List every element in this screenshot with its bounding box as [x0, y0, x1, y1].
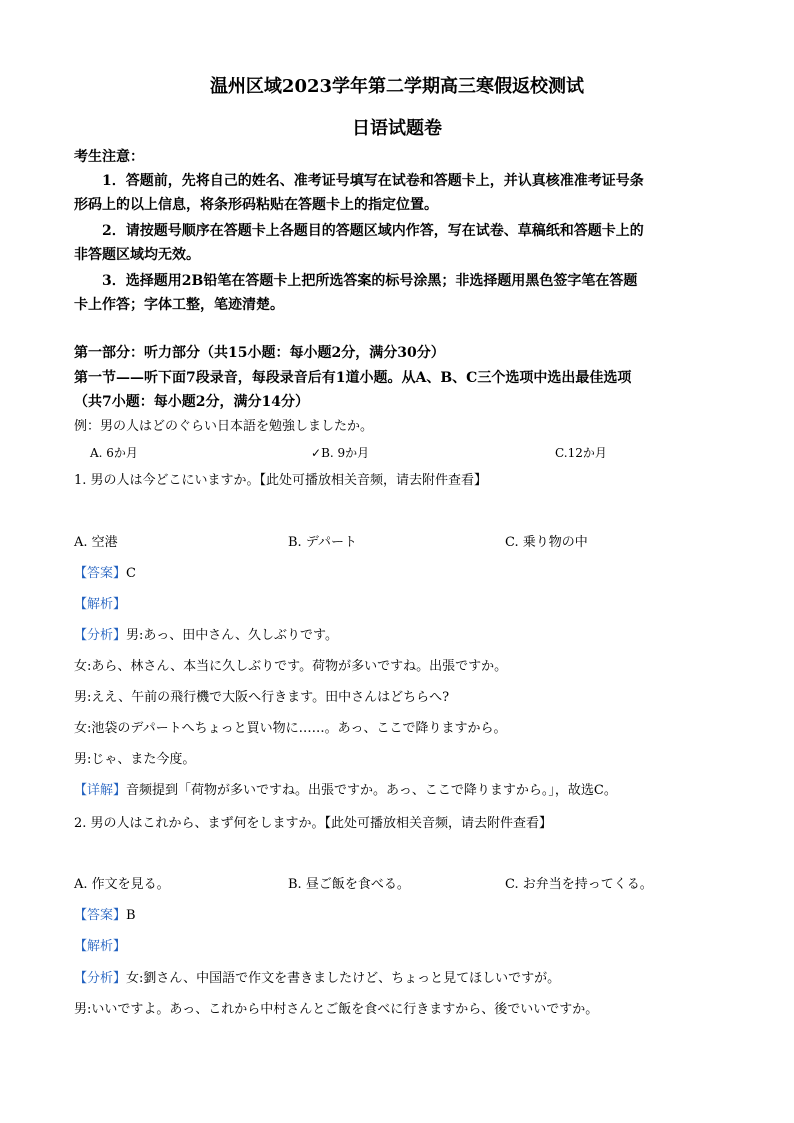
q2-answer-row — [74, 907, 136, 925]
q2-analysis-label: 【解析】 — [74, 939, 127, 954]
q1-option-c: C. 乗り物の中 — [505, 535, 588, 550]
q2-fenxi-label: 【分析】 — [74, 971, 127, 986]
example-option-b: B. 9か月 — [321, 446, 370, 460]
notice-item-1-cont: 形码上的以上信息，将条形码粘贴在答题卡上的指定位置。 — [74, 197, 438, 213]
q1-answer-row — [74, 565, 136, 583]
q1-answer-label: 【答案】 — [74, 566, 127, 581]
example-question: 例：男の人はどのぐらい日本語を勉強しましたか。 — [74, 419, 374, 434]
q1-question: 1. 男の人は今どこにいますか。【此处可播放相关音频，请去附件查看】 — [74, 473, 488, 488]
q2-option-a: A. 作文を見る。 — [74, 877, 170, 892]
notice-item-2-cont: 非答题区域均无效。 — [74, 247, 200, 263]
exam-subtitle: 日语试题卷 — [352, 118, 442, 139]
q2-question: 2. 男の人はこれから、まず何をしますか。【此处可播放相关音频，请去附件查看】 — [74, 816, 553, 831]
exam-title: 温州区域2023学年第二学期高三寒假返校测试 — [209, 76, 585, 97]
q1-detail-text: 音频提到「荷物が多いですね。出張ですか。あっ、ここで降りますから。」，故选C。 — [126, 783, 617, 798]
notice-item-2: 2．请按题号顺序在答题卡上各题目的答题区域内作答，写在试卷、草稿纸和答题卡上的 — [102, 223, 644, 239]
notice-item-1: 1．答题前，先将自己的姓名、准考证号填写在试卷和答题卡上，并认真核准准考证号条 — [102, 173, 644, 189]
q1-dialog-line-4: 女:池袋のデパートへちょっと買い物に……。あっ、ここで降りますから。 — [74, 721, 507, 736]
q1-analysis-label: 【解析】 — [74, 597, 127, 612]
q2-dialog-line-1: 女:劉さん、中国語で作文を書きましたけど、ちょっと見てほしいですが。 — [126, 971, 561, 986]
section1-instruction: 第一节——听下面7段录音，每段录音后有1道小题。从A、B、C三个选项中选出最佳选项 — [74, 370, 632, 386]
q2-answer-label: 【答案】 — [74, 908, 127, 923]
part1-heading: 第一部分：听力部分（共15小题：每小题2分，满分30分） — [74, 345, 445, 361]
q1-dialog-line-5: 男:じゃ、また今度。 — [74, 752, 196, 767]
q1-dialog-line-3: 男:ええ、午前の飛行機で大阪へ行きます。田中さんはどちらへ? — [74, 690, 450, 705]
example-option-c: C.12か月 — [555, 446, 607, 460]
q1-answer-value: C — [126, 566, 136, 581]
example-option-a: A. 6か月 — [90, 446, 138, 460]
q1-option-b: B. デパート — [288, 535, 358, 550]
q2-option-b: B. 昼ご飯を食べる。 — [288, 877, 410, 892]
q2-answer-value: B — [126, 908, 136, 923]
q1-option-a: A. 空港 — [74, 535, 118, 550]
notice-item-3: 3．选择题用2B铅笔在答题卡上把所选答案的标号涂黑；非选择题用黑色签字笔在答题 — [102, 273, 638, 289]
section1-instruction-cont: （共7小题：每小题2分，满分14分） — [74, 394, 309, 410]
q1-fenxi-row — [74, 627, 338, 645]
q1-detail-row — [74, 782, 617, 800]
q1-detail-label: 【详解】 — [74, 783, 127, 798]
q2-option-c: C. お弁当を持ってくる。 — [505, 877, 653, 892]
q1-dialog-line-1: 男:あっ、田中さん、久しぶりです。 — [126, 628, 339, 643]
q2-dialog-line-2: 男:いいですよ。あっ、これから中村さんとご飯を食べに行きますから、後でいいですか。 — [74, 1002, 599, 1017]
notice-heading: 考生注意： — [74, 149, 144, 165]
q1-dialog-line-2: 女:あら、林さん、本当に久しぶりです。荷物が多いですね。出張ですか。 — [74, 659, 508, 674]
example-option-b-row — [311, 444, 369, 462]
notice-item-3-cont: 卡上作答；字体工整，笔迹清楚。 — [74, 297, 284, 313]
checkmark-icon: ✓ — [311, 446, 322, 460]
q2-fenxi-row — [74, 970, 560, 988]
q1-fenxi-label: 【分析】 — [74, 628, 127, 643]
